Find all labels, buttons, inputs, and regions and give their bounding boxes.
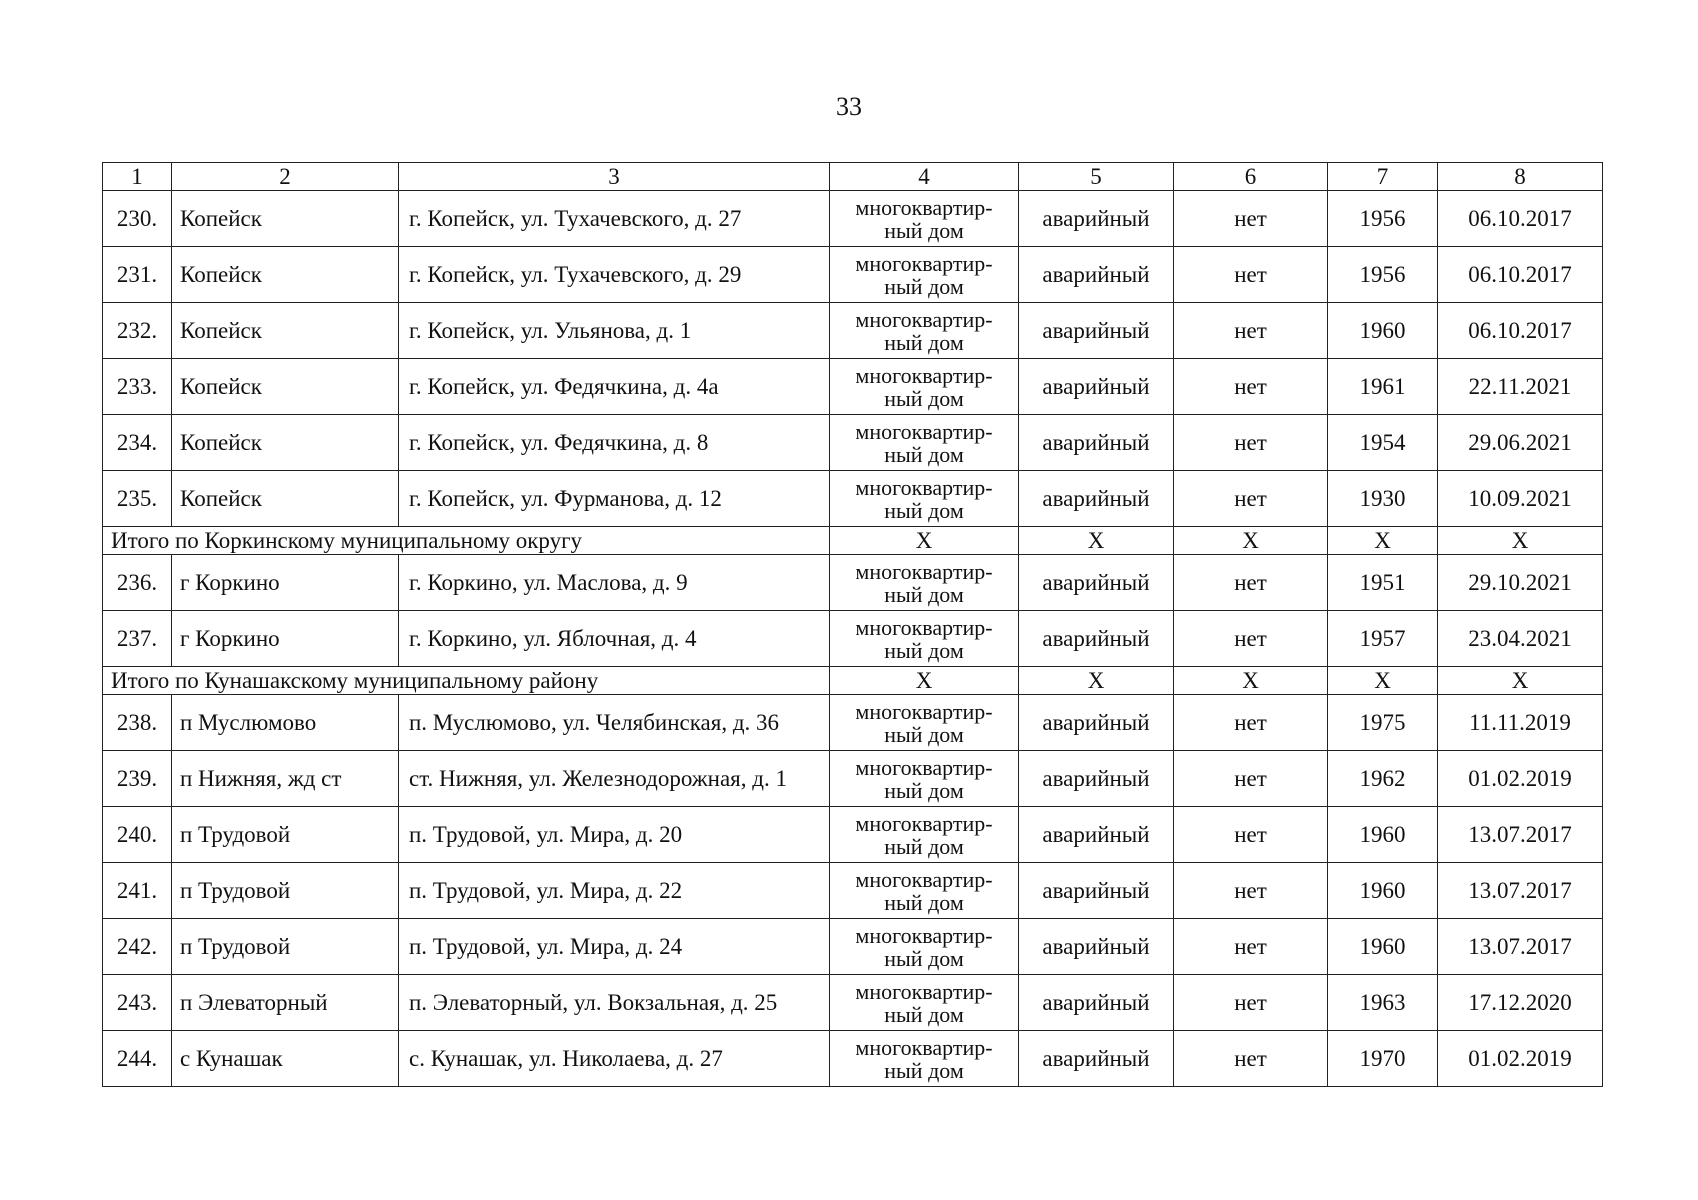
row-number: 233.	[103, 359, 172, 415]
row-number: 237.	[103, 611, 172, 667]
locality: п Элеваторный	[172, 975, 399, 1031]
address: г. Копейск, ул. Фурманова, д. 12	[399, 471, 830, 527]
date: 06.10.2017	[1438, 303, 1603, 359]
status: аварийный	[1019, 471, 1174, 527]
page-number: 33	[836, 92, 862, 121]
summary-mark: X	[830, 667, 1019, 695]
address: с. Кунашак, ул. Николаева, д. 27	[399, 1031, 830, 1087]
building-type	[830, 919, 1019, 975]
year: 1961	[1328, 359, 1438, 415]
date: 13.07.2017	[1438, 919, 1603, 975]
flag: нет	[1174, 975, 1328, 1031]
building-type-line: многоквартир-	[855, 558, 993, 584]
column-header: 5	[1019, 163, 1174, 191]
building-type-line: многоквартир-	[855, 250, 993, 276]
building-type-line: многоквартир-	[855, 474, 993, 500]
date: 10.09.2021	[1438, 471, 1603, 527]
status: аварийный	[1019, 695, 1174, 751]
building-type-line: ный дом	[884, 1057, 964, 1083]
building-type-line: ный дом	[884, 497, 964, 523]
summary-mark: X	[1328, 667, 1438, 695]
building-type-line: многоквартир-	[855, 810, 993, 836]
year: 1930	[1328, 471, 1438, 527]
table-row	[103, 919, 1603, 975]
building-type	[830, 975, 1019, 1031]
building-type	[830, 415, 1019, 471]
date: 29.10.2021	[1438, 555, 1603, 611]
flag: нет	[1174, 191, 1328, 247]
building-type-line: ный дом	[884, 637, 964, 663]
building-type-line: ный дом	[884, 945, 964, 971]
locality: п Трудовой	[172, 863, 399, 919]
address: п. Трудовой, ул. Мира, д. 22	[399, 863, 830, 919]
row-number: 242.	[103, 919, 172, 975]
flag: нет	[1174, 807, 1328, 863]
building-type-line: ный дом	[884, 217, 964, 243]
flag: нет	[1174, 247, 1328, 303]
flag: нет	[1174, 695, 1328, 751]
building-type	[830, 359, 1019, 415]
building-type-line: многоквартир-	[855, 418, 993, 444]
year: 1956	[1328, 247, 1438, 303]
year: 1951	[1328, 555, 1438, 611]
status: аварийный	[1019, 359, 1174, 415]
summary-mark: X	[1438, 527, 1603, 555]
column-number-header-row	[103, 163, 1603, 191]
table-row	[103, 975, 1603, 1031]
summary-row	[103, 527, 1603, 555]
locality: п Нижняя, жд ст	[172, 751, 399, 807]
date: 13.07.2017	[1438, 807, 1603, 863]
building-type-line: многоквартир-	[855, 978, 993, 1004]
summary-label: Итого по Коркинскому муниципальному округу	[103, 527, 830, 555]
status: аварийный	[1019, 415, 1174, 471]
year: 1956	[1328, 191, 1438, 247]
table-row	[103, 555, 1603, 611]
building-type	[830, 471, 1019, 527]
table-row	[103, 751, 1603, 807]
flag: нет	[1174, 555, 1328, 611]
status: аварийный	[1019, 191, 1174, 247]
year: 1954	[1328, 415, 1438, 471]
locality: Копейск	[172, 471, 399, 527]
column-header: 1	[103, 163, 172, 191]
address: г. Копейск, ул. Федячкина, д. 8	[399, 415, 830, 471]
building-type-line: ный дом	[884, 273, 964, 299]
row-number: 238.	[103, 695, 172, 751]
row-number: 235.	[103, 471, 172, 527]
building-type	[830, 695, 1019, 751]
summary-mark: X	[1174, 667, 1328, 695]
row-number: 232.	[103, 303, 172, 359]
building-type-line: многоквартир-	[855, 698, 993, 724]
building-type-line: многоквартир-	[855, 194, 993, 220]
locality: г Коркино	[172, 611, 399, 667]
building-type-line: ный дом	[884, 581, 964, 607]
status: аварийный	[1019, 751, 1174, 807]
year: 1960	[1328, 807, 1438, 863]
column-header: 8	[1438, 163, 1603, 191]
row-number: 239.	[103, 751, 172, 807]
status: аварийный	[1019, 611, 1174, 667]
table-row	[103, 611, 1603, 667]
building-type-line: ный дом	[884, 1001, 964, 1027]
year: 1970	[1328, 1031, 1438, 1087]
table-row	[103, 807, 1603, 863]
building-type-line: многоквартир-	[855, 1034, 993, 1060]
building-type-line: ный дом	[884, 889, 964, 915]
address: г. Копейск, ул. Тухачевского, д. 27	[399, 191, 830, 247]
table-row	[103, 359, 1603, 415]
date: 23.04.2021	[1438, 611, 1603, 667]
building-type	[830, 303, 1019, 359]
table-row	[103, 191, 1603, 247]
address: ст. Нижняя, ул. Железнодорожная, д. 1	[399, 751, 830, 807]
table-row	[103, 863, 1603, 919]
housing-table	[102, 162, 1603, 1087]
address: п. Муслюмово, ул. Челябинская, д. 36	[399, 695, 830, 751]
date: 01.02.2019	[1438, 1031, 1603, 1087]
flag: нет	[1174, 471, 1328, 527]
date: 11.11.2019	[1438, 695, 1603, 751]
locality: п Трудовой	[172, 807, 399, 863]
building-type	[830, 863, 1019, 919]
locality: Копейск	[172, 415, 399, 471]
building-type	[830, 191, 1019, 247]
locality: г Коркино	[172, 555, 399, 611]
building-type-line: многоквартир-	[855, 922, 993, 948]
column-header: 3	[399, 163, 830, 191]
date: 06.10.2017	[1438, 191, 1603, 247]
address: п. Элеваторный, ул. Вокзальная, д. 25	[399, 975, 830, 1031]
year: 1957	[1328, 611, 1438, 667]
table-body	[103, 191, 1603, 1087]
flag: нет	[1174, 359, 1328, 415]
building-type	[830, 1031, 1019, 1087]
row-number: 243.	[103, 975, 172, 1031]
building-type-line: ный дом	[884, 777, 964, 803]
date: 29.06.2021	[1438, 415, 1603, 471]
row-number: 241.	[103, 863, 172, 919]
flag: нет	[1174, 611, 1328, 667]
row-number: 230.	[103, 191, 172, 247]
year: 1960	[1328, 919, 1438, 975]
date: 17.12.2020	[1438, 975, 1603, 1031]
address: п. Трудовой, ул. Мира, д. 20	[399, 807, 830, 863]
building-type-line: ный дом	[884, 833, 964, 859]
summary-label: Итого по Кунашакскому муниципальному району	[103, 667, 830, 695]
flag: нет	[1174, 415, 1328, 471]
year: 1962	[1328, 751, 1438, 807]
column-header: 2	[172, 163, 399, 191]
address: г. Коркино, ул. Яблочная, д. 4	[399, 611, 830, 667]
date: 13.07.2017	[1438, 863, 1603, 919]
locality: Копейск	[172, 359, 399, 415]
summary-row	[103, 667, 1603, 695]
row-number: 234.	[103, 415, 172, 471]
locality: Копейск	[172, 303, 399, 359]
address: г. Коркино, ул. Маслова, д. 9	[399, 555, 830, 611]
row-number: 240.	[103, 807, 172, 863]
building-type	[830, 807, 1019, 863]
building-type	[830, 611, 1019, 667]
status: аварийный	[1019, 303, 1174, 359]
building-type-line: многоквартир-	[855, 362, 993, 388]
building-type-line: ный дом	[884, 721, 964, 747]
locality: Копейск	[172, 191, 399, 247]
table-row	[103, 1031, 1603, 1087]
flag: нет	[1174, 863, 1328, 919]
flag: нет	[1174, 751, 1328, 807]
status: аварийный	[1019, 975, 1174, 1031]
building-type	[830, 555, 1019, 611]
building-type-line: ный дом	[884, 441, 964, 467]
date: 01.02.2019	[1438, 751, 1603, 807]
row-number: 236.	[103, 555, 172, 611]
column-header: 6	[1174, 163, 1328, 191]
column-header: 4	[830, 163, 1019, 191]
status: аварийный	[1019, 807, 1174, 863]
date: 06.10.2017	[1438, 247, 1603, 303]
address: г. Копейск, ул. Федячкина, д. 4а	[399, 359, 830, 415]
status: аварийный	[1019, 555, 1174, 611]
address: г. Копейск, ул. Ульянова, д. 1	[399, 303, 830, 359]
building-type-line: многоквартир-	[855, 306, 993, 332]
year: 1975	[1328, 695, 1438, 751]
address: г. Копейск, ул. Тухачевского, д. 29	[399, 247, 830, 303]
year: 1963	[1328, 975, 1438, 1031]
summary-mark: X	[1328, 527, 1438, 555]
address: п. Трудовой, ул. Мира, д. 24	[399, 919, 830, 975]
summary-mark: X	[1019, 527, 1174, 555]
building-type-line: многоквартир-	[855, 754, 993, 780]
status: аварийный	[1019, 247, 1174, 303]
flag: нет	[1174, 303, 1328, 359]
summary-mark: X	[1019, 667, 1174, 695]
table-row	[103, 695, 1603, 751]
building-type-line: многоквартир-	[855, 614, 993, 640]
summary-mark: X	[1174, 527, 1328, 555]
status: аварийный	[1019, 863, 1174, 919]
building-type-line: ный дом	[884, 385, 964, 411]
flag: нет	[1174, 1031, 1328, 1087]
date: 22.11.2021	[1438, 359, 1603, 415]
table-row	[103, 415, 1603, 471]
summary-mark: X	[830, 527, 1019, 555]
table-row	[103, 471, 1603, 527]
table-row	[103, 247, 1603, 303]
summary-mark: X	[1438, 667, 1603, 695]
locality: п Муслюмово	[172, 695, 399, 751]
flag: нет	[1174, 919, 1328, 975]
year: 1960	[1328, 303, 1438, 359]
locality: п Трудовой	[172, 919, 399, 975]
column-header: 7	[1328, 163, 1438, 191]
table-row	[103, 303, 1603, 359]
building-type-line: ный дом	[884, 329, 964, 355]
building-type	[830, 751, 1019, 807]
row-number: 231.	[103, 247, 172, 303]
status: аварийный	[1019, 1031, 1174, 1087]
building-type-line: многоквартир-	[855, 866, 993, 892]
locality: Копейск	[172, 247, 399, 303]
locality: с Кунашак	[172, 1031, 399, 1087]
row-number: 244.	[103, 1031, 172, 1087]
status: аварийный	[1019, 919, 1174, 975]
building-type	[830, 247, 1019, 303]
year: 1960	[1328, 863, 1438, 919]
